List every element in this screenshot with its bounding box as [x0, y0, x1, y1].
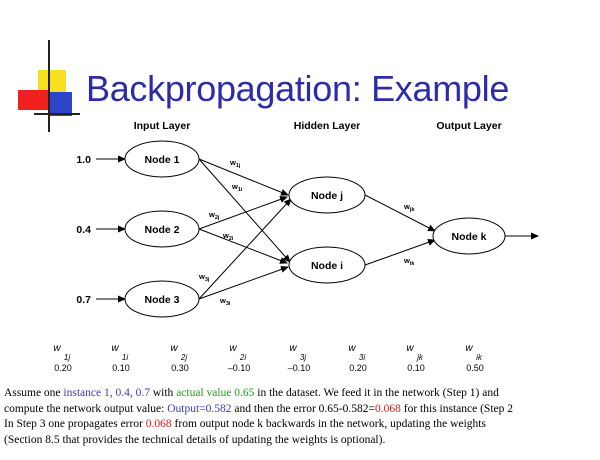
weight-value: 0.20 — [54, 363, 72, 373]
edge-label-subscript: jk — [409, 207, 415, 213]
input-value-3: 0.7 — [76, 294, 91, 306]
caption-actual-value: actual value 0.65 — [176, 387, 255, 399]
edge-label-w3j: $w_{3j}$ — [199, 272, 210, 283]
weight-w1j — [38, 343, 88, 373]
caption-text-segment: Assume one — [4, 387, 64, 399]
weight-subscript: 2i — [239, 353, 247, 362]
weight-wik — [450, 343, 500, 373]
edge-label-w3i: $w_{3i}$ — [220, 296, 231, 307]
weight-subscript: jk — [417, 353, 423, 362]
edge-3-i — [199, 267, 288, 299]
input-value-1: 1.0 — [76, 154, 91, 166]
hidden-layer-label: Hidden Layer — [293, 120, 361, 132]
output-layer-label: Output Layer — [436, 120, 502, 132]
weight-w3i — [333, 343, 383, 373]
weight-symbol: w — [406, 343, 414, 354]
node-k-label: Node k — [451, 231, 487, 243]
node-3-label: Node 3 — [144, 294, 180, 306]
node-2-label: Node 2 — [144, 224, 180, 236]
weight-w1i — [96, 343, 146, 373]
weight-value: 0.10 — [112, 363, 130, 373]
weight-subscript: 3j — [299, 353, 307, 362]
edge-label-w1j: $w_{1j}$ — [230, 158, 241, 169]
weight-symbol: w — [465, 343, 473, 354]
weight-value: 0.30 — [171, 363, 189, 373]
caption-text-segment: in the dataset. We feed it in the network (Step 1) and — [254, 387, 499, 399]
edge-label-subscript: 1i — [237, 187, 243, 193]
weight-subscript: 3i — [358, 353, 366, 362]
caption-error: 0.068 — [145, 418, 172, 430]
weight-symbol: w — [289, 343, 297, 354]
weight-symbol: w — [348, 343, 356, 354]
edge-label-subscript: 1j — [235, 163, 241, 169]
caption-output: Output=0.582 — [167, 402, 232, 415]
weight-symbol: w — [229, 343, 237, 354]
caption-line-3 — [4, 417, 596, 433]
weight-subscript: ik — [476, 353, 482, 362]
edge-label-wik: $w_{ik}$ — [404, 256, 415, 267]
edge-j-k — [365, 195, 435, 231]
weight-symbol: w — [111, 343, 119, 354]
caption-text-segment: for this instance (Step 2 — [400, 402, 513, 415]
weight-value: –0.10 — [287, 363, 311, 373]
input-layer-label: Input Layer — [133, 120, 191, 132]
weight-symbol: w — [170, 343, 178, 354]
caption-line-1 — [4, 386, 596, 402]
weight-value: 0.50 — [466, 363, 484, 373]
edge-label-w2j: $w_{2j}$ — [209, 210, 220, 221]
edge-1-j — [199, 159, 288, 195]
weight-w2i — [214, 343, 264, 373]
edge-i-k — [365, 240, 435, 265]
node-1-label: Node 1 — [144, 154, 180, 166]
edge-label-subscript: ik — [409, 261, 415, 267]
weight-table — [0, 343, 600, 383]
edge-label-subscript: 2i — [228, 236, 234, 242]
weight-wjk — [391, 343, 441, 373]
input-value-2: 0.4 — [76, 224, 91, 236]
caption-text-segment: with — [149, 387, 177, 399]
caption-line-4: (Section 8.5 that provides the technical details of updating the weights is optional). — [4, 433, 386, 446]
weight-subscript: 1j — [63, 353, 71, 362]
weight-w3j — [274, 343, 324, 373]
weight-subscript: 2j — [180, 353, 188, 362]
edge-label-subscript: 2j — [214, 215, 220, 221]
weight-subscript: 1i — [121, 353, 129, 362]
node-i-label: Node i — [310, 260, 344, 272]
edge-label-subscript: 3i — [225, 301, 231, 307]
edge-label-w1i: $w_{1i}$ — [232, 182, 243, 193]
caption-text — [4, 386, 596, 448]
edge-label-subscript: 3j — [204, 277, 210, 283]
caption-line-2 — [4, 402, 596, 418]
weight-value: 0.10 — [407, 363, 425, 373]
caption-text-segment: In Step 3 one propagates error — [4, 418, 146, 430]
slide-title: Backpropagation: Example — [86, 68, 510, 109]
caption-text-segment: compute the network output value: — [4, 402, 168, 415]
node-j-label: Node j — [310, 190, 344, 202]
edge-2-i — [199, 229, 287, 263]
caption-text-segment: from output node k backwards in the network, updating the weights — [171, 418, 486, 430]
weight-value: 0.20 — [349, 363, 367, 373]
weight-w2j — [155, 343, 205, 373]
weight-symbol: w — [53, 343, 61, 354]
caption-error: 0.068 — [375, 402, 401, 415]
weight-value: –0.10 — [227, 363, 251, 373]
caption-instance: instance 1, 0.4, 0.7 — [63, 387, 150, 399]
caption-text-segment: and then the error 0.65-0.582= — [231, 402, 376, 415]
edge-label-wjk: $w_{jk}$ — [404, 202, 415, 213]
edge-label-w2i: $w_{2i}$ — [223, 231, 234, 242]
